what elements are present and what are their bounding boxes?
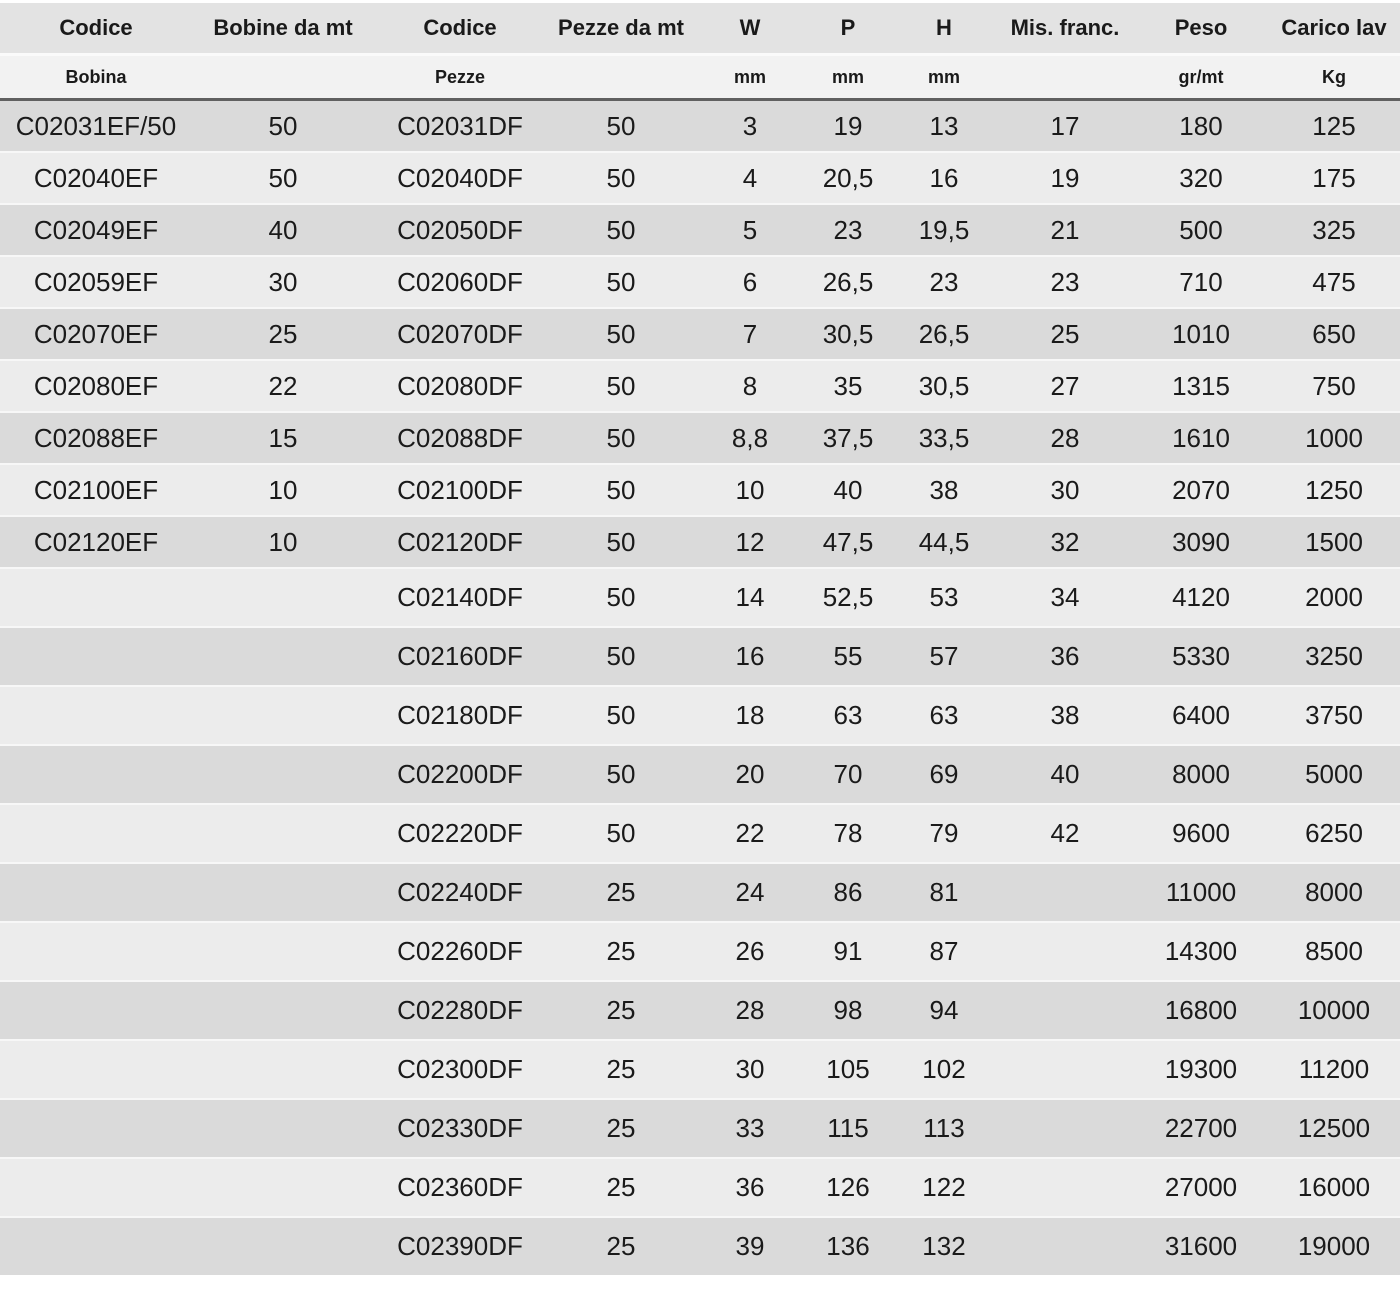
table-cell: 3090 xyxy=(1134,515,1268,567)
table-cell: 21 xyxy=(996,203,1134,255)
table-cell xyxy=(996,921,1134,980)
table-cell xyxy=(192,1039,374,1098)
table-cell: C02360DF xyxy=(374,1157,546,1216)
table-cell: 4120 xyxy=(1134,567,1268,626)
table-cell: 22 xyxy=(696,803,804,862)
table-cell: 1000 xyxy=(1268,411,1400,463)
table-cell: 6 xyxy=(696,255,804,307)
table-cell: 3750 xyxy=(1268,685,1400,744)
table-cell: 126 xyxy=(804,1157,892,1216)
table-cell: 710 xyxy=(1134,255,1268,307)
table-cell: C02059EF xyxy=(0,255,192,307)
table-cell: 25 xyxy=(546,1098,696,1157)
table-cell: C02049EF xyxy=(0,203,192,255)
table-cell xyxy=(192,803,374,862)
table-cell: 10000 xyxy=(1268,980,1400,1039)
table-cell: 4 xyxy=(696,151,804,203)
table-cell: 105 xyxy=(804,1039,892,1098)
table-row xyxy=(0,203,1400,255)
table-cell: 98 xyxy=(804,980,892,1039)
table-cell: 136 xyxy=(804,1216,892,1275)
table-cell: 50 xyxy=(546,203,696,255)
table-cell: 19 xyxy=(804,101,892,151)
table-cell xyxy=(996,980,1134,1039)
table-cell: 1315 xyxy=(1134,359,1268,411)
table-cell: 3250 xyxy=(1268,626,1400,685)
table-cell: 31600 xyxy=(1134,1216,1268,1275)
table-cell: 27000 xyxy=(1134,1157,1268,1216)
table-cell: 122 xyxy=(892,1157,996,1216)
table-cell: 5 xyxy=(696,203,804,255)
table-row xyxy=(0,803,1400,862)
table-cell: 33,5 xyxy=(892,411,996,463)
table-cell: 11000 xyxy=(1134,862,1268,921)
table-row xyxy=(0,515,1400,567)
table-cell: 25 xyxy=(546,1216,696,1275)
table-cell: 325 xyxy=(1268,203,1400,255)
table-cell: 20,5 xyxy=(804,151,892,203)
table-cell: 69 xyxy=(892,744,996,803)
table-cell: C02080EF xyxy=(0,359,192,411)
table-header xyxy=(0,3,1400,101)
table-cell: 8000 xyxy=(1268,862,1400,921)
table-cell: 50 xyxy=(546,255,696,307)
table-cell xyxy=(192,744,374,803)
table-cell xyxy=(996,1098,1134,1157)
table-cell: 500 xyxy=(1134,203,1268,255)
table-cell: 180 xyxy=(1134,101,1268,151)
table-cell: C02220DF xyxy=(374,803,546,862)
table-cell: 86 xyxy=(804,862,892,921)
table-cell: C02088EF xyxy=(0,411,192,463)
table-cell: 10 xyxy=(192,463,374,515)
header-p: P xyxy=(804,3,892,56)
table-cell: 78 xyxy=(804,803,892,862)
table-row xyxy=(0,101,1400,151)
header-carico-lav: Carico lav xyxy=(1268,3,1400,56)
table-row xyxy=(0,411,1400,463)
table-row xyxy=(0,1039,1400,1098)
table-cell: 125 xyxy=(1268,101,1400,151)
table-cell: 20 xyxy=(696,744,804,803)
table-cell: 53 xyxy=(892,567,996,626)
table-cell: 10 xyxy=(192,515,374,567)
table-cell xyxy=(192,626,374,685)
table-cell: 650 xyxy=(1268,307,1400,359)
table-cell: 8500 xyxy=(1268,921,1400,980)
table-cell: 94 xyxy=(892,980,996,1039)
table-cell xyxy=(192,980,374,1039)
table-cell: C02070DF xyxy=(374,307,546,359)
table-cell: 50 xyxy=(546,463,696,515)
table-cell: 25 xyxy=(546,862,696,921)
table-row xyxy=(0,255,1400,307)
table-cell: 19 xyxy=(996,151,1134,203)
table-cell xyxy=(0,626,192,685)
table-cell: 40 xyxy=(996,744,1134,803)
table-cell: 57 xyxy=(892,626,996,685)
table-cell: 3 xyxy=(696,101,804,151)
table-row xyxy=(0,1216,1400,1275)
table-cell: 14300 xyxy=(1134,921,1268,980)
table-cell: C02260DF xyxy=(374,921,546,980)
table-row xyxy=(0,921,1400,980)
table-cell: 17 xyxy=(996,101,1134,151)
table-cell: C02050DF xyxy=(374,203,546,255)
table-cell: C02100EF xyxy=(0,463,192,515)
table-cell: 19000 xyxy=(1268,1216,1400,1275)
table-cell xyxy=(192,1098,374,1157)
subheader-w-mm: mm xyxy=(696,56,804,101)
table-cell: 28 xyxy=(696,980,804,1039)
table-cell: 2070 xyxy=(1134,463,1268,515)
table-cell: 27 xyxy=(996,359,1134,411)
table-cell: 7 xyxy=(696,307,804,359)
table-cell: 16 xyxy=(696,626,804,685)
table-cell xyxy=(0,685,192,744)
table-cell: C02120DF xyxy=(374,515,546,567)
table-cell: 12 xyxy=(696,515,804,567)
table-cell: 11200 xyxy=(1268,1039,1400,1098)
table-cell: 2000 xyxy=(1268,567,1400,626)
table-cell: C02390DF xyxy=(374,1216,546,1275)
table-cell: 8000 xyxy=(1134,744,1268,803)
table-cell xyxy=(0,744,192,803)
table-cell: 79 xyxy=(892,803,996,862)
table-cell: C02088DF xyxy=(374,411,546,463)
table-cell: 15 xyxy=(192,411,374,463)
table-cell: 30 xyxy=(192,255,374,307)
table-cell: 115 xyxy=(804,1098,892,1157)
table-cell: 50 xyxy=(546,307,696,359)
header-codice-bobina: Codice xyxy=(0,3,192,56)
table-cell: 30,5 xyxy=(804,307,892,359)
table-cell: 50 xyxy=(546,359,696,411)
table-cell: 50 xyxy=(192,101,374,151)
table-cell: 22 xyxy=(192,359,374,411)
table-cell: 6250 xyxy=(1268,803,1400,862)
subheader-blank-3 xyxy=(546,56,696,101)
table-cell: 26,5 xyxy=(892,307,996,359)
table-row xyxy=(0,567,1400,626)
table-cell xyxy=(192,862,374,921)
table-cell: 10 xyxy=(696,463,804,515)
table-cell: C02040EF xyxy=(0,151,192,203)
table-row xyxy=(0,980,1400,1039)
table-cell: 81 xyxy=(892,862,996,921)
header-peso: Peso xyxy=(1134,3,1268,56)
table-cell: C02240DF xyxy=(374,862,546,921)
table-row xyxy=(0,862,1400,921)
table-cell: 63 xyxy=(804,685,892,744)
table-cell: 8 xyxy=(696,359,804,411)
table-cell: 175 xyxy=(1268,151,1400,203)
table-cell: 40 xyxy=(192,203,374,255)
table-cell: 23 xyxy=(804,203,892,255)
table-cell: 16 xyxy=(892,151,996,203)
table-row xyxy=(0,307,1400,359)
table-cell: 1500 xyxy=(1268,515,1400,567)
table-cell: 25 xyxy=(546,921,696,980)
table-cell: 22700 xyxy=(1134,1098,1268,1157)
table-cell xyxy=(0,1216,192,1275)
subheader-h-mm: mm xyxy=(892,56,996,101)
table-cell: 40 xyxy=(804,463,892,515)
table-cell xyxy=(0,1098,192,1157)
table-cell: 25 xyxy=(546,1039,696,1098)
table-cell: 50 xyxy=(192,151,374,203)
header-pezze-da-mt: Pezze da mt xyxy=(546,3,696,56)
table-cell: 102 xyxy=(892,1039,996,1098)
table-cell: 36 xyxy=(696,1157,804,1216)
table-cell: 55 xyxy=(804,626,892,685)
table-cell: 30 xyxy=(696,1039,804,1098)
subheader-pezze: Pezze xyxy=(374,56,546,101)
table-cell: 9600 xyxy=(1134,803,1268,862)
table-cell xyxy=(996,1157,1134,1216)
table-cell: 13 xyxy=(892,101,996,151)
table-cell xyxy=(0,567,192,626)
table-cell: C02080DF xyxy=(374,359,546,411)
table-cell: 50 xyxy=(546,685,696,744)
table-cell xyxy=(192,1216,374,1275)
table-cell xyxy=(0,1157,192,1216)
table-cell: 70 xyxy=(804,744,892,803)
table-row xyxy=(0,463,1400,515)
table-cell: 35 xyxy=(804,359,892,411)
header-w: W xyxy=(696,3,804,56)
table-cell: 8,8 xyxy=(696,411,804,463)
table-cell: 47,5 xyxy=(804,515,892,567)
table-cell: C02140DF xyxy=(374,567,546,626)
table-cell: 28 xyxy=(996,411,1134,463)
table-cell: 63 xyxy=(892,685,996,744)
table-cell: 50 xyxy=(546,803,696,862)
table-cell xyxy=(192,921,374,980)
header-codice-pezze: Codice xyxy=(374,3,546,56)
table-cell: 37,5 xyxy=(804,411,892,463)
table-cell: 25 xyxy=(546,1157,696,1216)
table-cell: 36 xyxy=(996,626,1134,685)
table-cell: C02070EF xyxy=(0,307,192,359)
table-cell: C02160DF xyxy=(374,626,546,685)
table-cell: 39 xyxy=(696,1216,804,1275)
table-cell: C02031EF/50 xyxy=(0,101,192,151)
table-cell: 23 xyxy=(892,255,996,307)
table-cell xyxy=(996,1039,1134,1098)
table-cell: C02330DF xyxy=(374,1098,546,1157)
table-cell: 23 xyxy=(996,255,1134,307)
table-row xyxy=(0,1098,1400,1157)
table-cell: 26,5 xyxy=(804,255,892,307)
table-row xyxy=(0,359,1400,411)
table-cell: 5000 xyxy=(1268,744,1400,803)
table-cell: 50 xyxy=(546,515,696,567)
table-cell: C02120EF xyxy=(0,515,192,567)
table-cell: 38 xyxy=(892,463,996,515)
header-bobine-da-mt: Bobine da mt xyxy=(192,3,374,56)
table-cell: 19,5 xyxy=(892,203,996,255)
table-cell: 16800 xyxy=(1134,980,1268,1039)
table-cell: 34 xyxy=(996,567,1134,626)
table-cell: 50 xyxy=(546,411,696,463)
table-cell: 750 xyxy=(1268,359,1400,411)
table-row xyxy=(0,151,1400,203)
table-cell: 475 xyxy=(1268,255,1400,307)
table-cell: 30,5 xyxy=(892,359,996,411)
subheader-bobina: Bobina xyxy=(0,56,192,101)
table-cell: 5330 xyxy=(1134,626,1268,685)
table-cell: 26 xyxy=(696,921,804,980)
table-cell: 14 xyxy=(696,567,804,626)
table-row xyxy=(0,744,1400,803)
table-cell: 1250 xyxy=(1268,463,1400,515)
table-cell: C02060DF xyxy=(374,255,546,307)
table-cell: 33 xyxy=(696,1098,804,1157)
header-h: H xyxy=(892,3,996,56)
table-cell: 50 xyxy=(546,101,696,151)
table-cell xyxy=(192,567,374,626)
subheader-blank-1 xyxy=(192,56,374,101)
table-cell: C02180DF xyxy=(374,685,546,744)
table-cell: 50 xyxy=(546,744,696,803)
table-cell xyxy=(192,1157,374,1216)
table-row xyxy=(0,626,1400,685)
table-cell: 38 xyxy=(996,685,1134,744)
table-cell: C02100DF xyxy=(374,463,546,515)
table-row xyxy=(0,1157,1400,1216)
table-cell xyxy=(996,862,1134,921)
table-cell xyxy=(0,803,192,862)
table-cell xyxy=(996,1216,1134,1275)
table-cell: 320 xyxy=(1134,151,1268,203)
table-cell: 1010 xyxy=(1134,307,1268,359)
table-cell: 18 xyxy=(696,685,804,744)
table-row xyxy=(0,685,1400,744)
table-cell xyxy=(0,921,192,980)
table-cell: 91 xyxy=(804,921,892,980)
subheader-p-mm: mm xyxy=(804,56,892,101)
header-mis-franc: Mis. franc. xyxy=(996,3,1134,56)
table-cell: 16000 xyxy=(1268,1157,1400,1216)
table-cell: C02300DF xyxy=(374,1039,546,1098)
table-body xyxy=(0,101,1400,1275)
header-row xyxy=(0,3,1400,56)
subheader-kg: Kg xyxy=(1268,56,1400,101)
table-cell: C02280DF xyxy=(374,980,546,1039)
table-cell: C02031DF xyxy=(374,101,546,151)
table-cell: C02040DF xyxy=(374,151,546,203)
table-cell: 42 xyxy=(996,803,1134,862)
table-cell: 6400 xyxy=(1134,685,1268,744)
table-cell xyxy=(0,862,192,921)
table-cell: 19300 xyxy=(1134,1039,1268,1098)
table-cell: 87 xyxy=(892,921,996,980)
table-cell: 52,5 xyxy=(804,567,892,626)
table-cell: C02200DF xyxy=(374,744,546,803)
table-cell: 25 xyxy=(996,307,1134,359)
table-cell: 113 xyxy=(892,1098,996,1157)
table-cell: 1610 xyxy=(1134,411,1268,463)
subheader-row xyxy=(0,56,1400,101)
table-cell: 24 xyxy=(696,862,804,921)
table-cell xyxy=(0,980,192,1039)
table-cell: 12500 xyxy=(1268,1098,1400,1157)
table-cell xyxy=(192,685,374,744)
table-cell: 25 xyxy=(192,307,374,359)
table-cell: 50 xyxy=(546,151,696,203)
subheader-gr-mt: gr/mt xyxy=(1134,56,1268,101)
table-cell xyxy=(0,1039,192,1098)
table-cell: 44,5 xyxy=(892,515,996,567)
table-cell: 50 xyxy=(546,567,696,626)
subheader-blank-7 xyxy=(996,56,1134,101)
table-cell: 132 xyxy=(892,1216,996,1275)
table-cell: 32 xyxy=(996,515,1134,567)
spec-table xyxy=(0,3,1400,1275)
table-cell: 50 xyxy=(546,626,696,685)
table-cell: 25 xyxy=(546,980,696,1039)
table-cell: 30 xyxy=(996,463,1134,515)
